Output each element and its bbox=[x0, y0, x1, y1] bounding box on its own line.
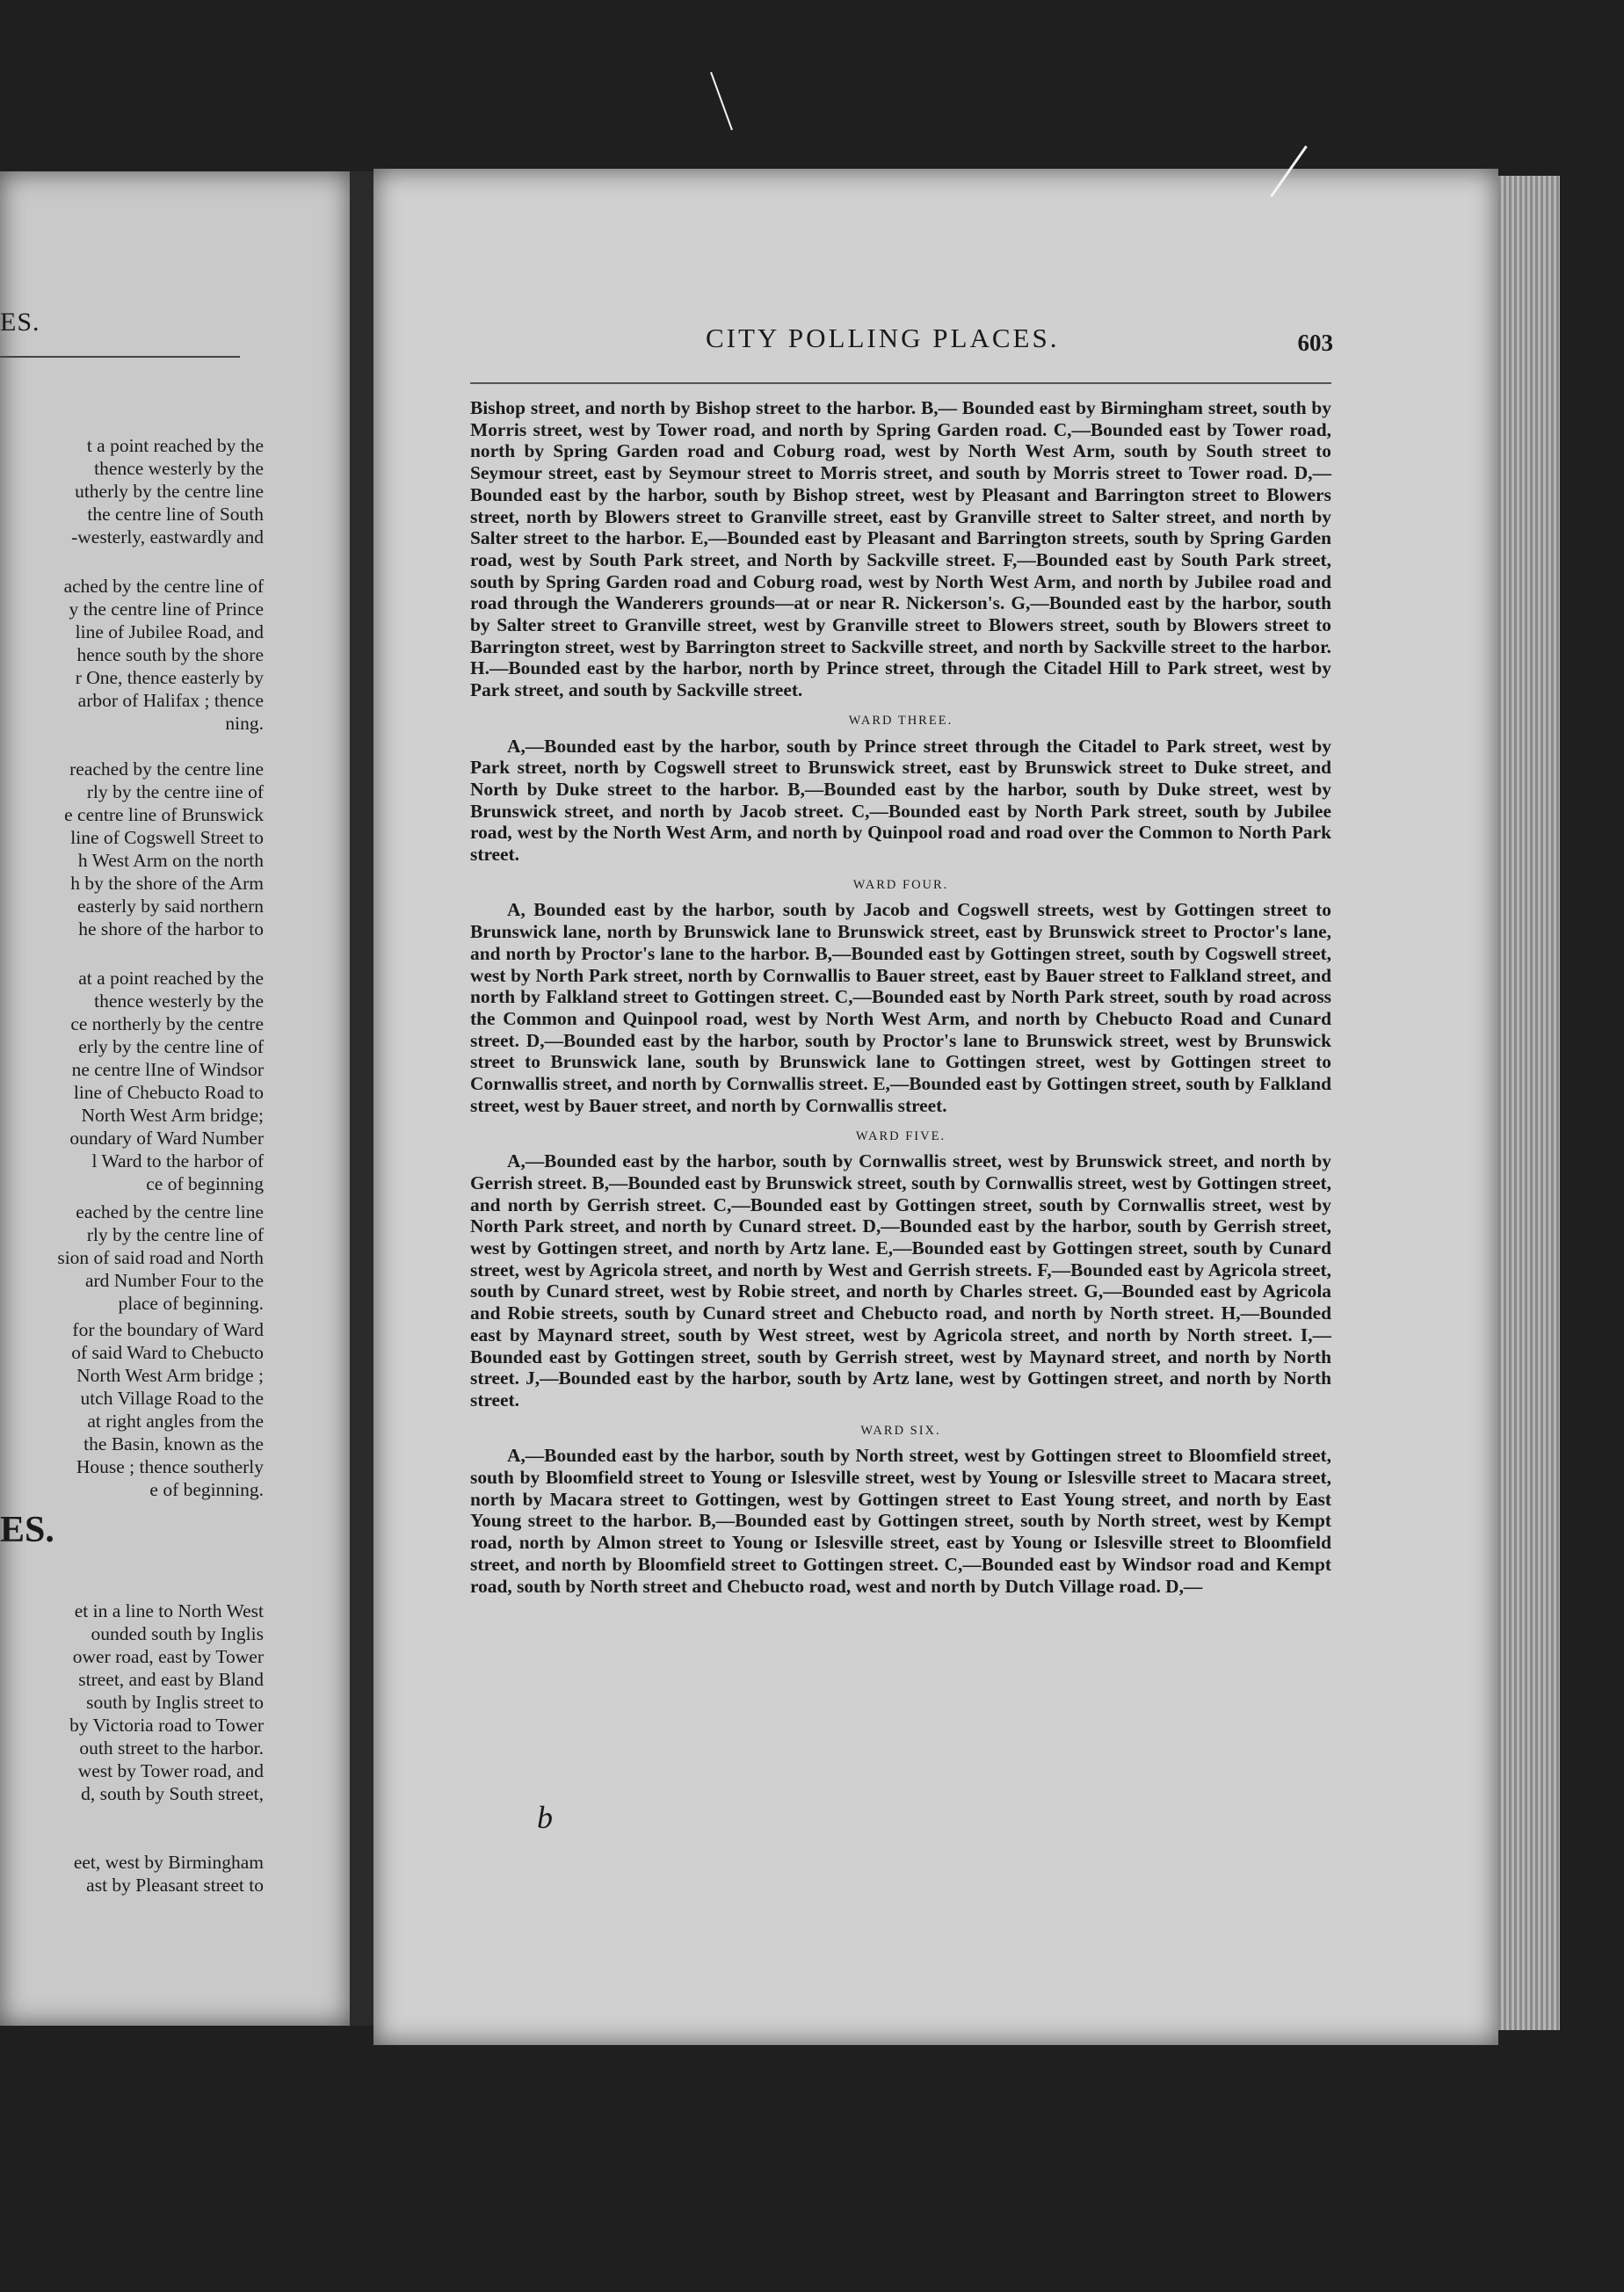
ward-heading: WARD FIVE. bbox=[855, 1128, 946, 1143]
left-text-line: sion of said road and North bbox=[57, 1247, 264, 1268]
left-text-line: by Victoria road to Tower bbox=[69, 1715, 264, 1736]
left-page bbox=[0, 171, 350, 2026]
left-text-line: e of beginning. bbox=[149, 1479, 264, 1500]
left-text-line: the Basin, known as the bbox=[83, 1433, 264, 1454]
left-text-line: thence westerly by the bbox=[94, 990, 264, 1012]
left-text-line: e centre line of Brunswick bbox=[64, 804, 264, 825]
ward-paragraph: A,—Bounded east by the harbor, south by Cornwallis street, west by Brunswick street, and north by Gerrish street. B,—Bounded east by Brunswick street, south by Cornwallis street, west by Gottingen street, and north by Gerrish street. C,—Bounded east by Gottingen street, south by Cornwallis street, west by North Park street, and north by Cunard street. D,—Bounded east by the harbor, south by Gerrish street, west by Gottingen street, and north by Artz lane. E,—Bounded east by Gottingen street, south by Cunard street, west by Agricola street, and north by West and Gerrish streets. F,—Bounded east by Agricola street, south by Cunard street, west by Robie street, and north by Charles street. G,—Bounded east by Agricola and Robie streets, south by Cunard street and Chebucto road, and north by North street. H,—Bounded east by Maynard street, south by West street, west by Agricola street, and north by North street. I,—Bounded east by Gottingen street, south by Gerrish street, west by Maynard street, and north by North street. J,—Bounded east by the harbor, south by Artz lane, west by Gottingen street, and north by North street. bbox=[470, 1150, 1331, 1411]
left-text-line: arbor of Halifax ; thence bbox=[77, 690, 264, 711]
ward-paragraph: A,—Bounded east by the harbor, south by North street, west by Gottingen street to Bloomfield street, south by Bloomfield street to Young or Islesville street, west by Young or Islesville street to Macara street, north by Macara street to Gottingen, west by Gottingen street to East Young street, and north by East Young street to the harbor. B,—Bounded east by Gottingen street, south by North street, west by Kempt road, north by Almon street to Young or Islesville street, east by Young or Islesville street to Bloomfield street, and north by Bloomfield street to Gottingen street. C,—Bounded east by Windsor road and Kempt road, south by North street and Chebucto road, west and north by Dutch Village road. D,— bbox=[470, 1445, 1331, 1597]
page-number: 603 bbox=[1297, 330, 1333, 356]
left-text-line: eached by the centre line bbox=[76, 1201, 264, 1222]
left-text-line: ounded south by Inglis bbox=[91, 1623, 264, 1644]
ward-heading: WARD FOUR. bbox=[852, 877, 949, 892]
left-text-line: d, south by South street, bbox=[81, 1783, 264, 1804]
running-title: CITY POLLING PLACES. bbox=[706, 323, 1060, 353]
left-text-line: south by Inglis street to bbox=[86, 1692, 264, 1713]
left-text-line: eet, west by Birmingham bbox=[73, 1852, 264, 1873]
signature-mark: b bbox=[537, 1800, 553, 1835]
left-page-text bbox=[0, 171, 350, 2026]
left-text-line: easterly by said northern bbox=[77, 896, 264, 917]
left-text-line: of said Ward to Chebucto bbox=[71, 1342, 264, 1363]
left-text-line: the centre line of South bbox=[87, 504, 264, 525]
left-text-line: for the boundary of Ward bbox=[72, 1319, 264, 1340]
left-text-line: ce northerly by the centre bbox=[70, 1013, 264, 1034]
left-text-line: h West Arm on the north bbox=[77, 850, 264, 871]
left-text-line: ce of beginning bbox=[146, 1173, 264, 1194]
right-page bbox=[373, 169, 1498, 2045]
left-text-line: oundary of Ward Number bbox=[69, 1128, 264, 1149]
left-text-line: -westerly, eastwardly and bbox=[71, 526, 264, 548]
left-text-line: street, and east by Bland bbox=[78, 1669, 264, 1690]
left-text-line: House ; thence southerly bbox=[76, 1456, 264, 1477]
left-text-line: line of Chebucto Road to bbox=[73, 1082, 264, 1103]
left-text-line: rly by the centre iine of bbox=[86, 781, 264, 802]
left-text-line: erly by the centre line of bbox=[78, 1036, 264, 1057]
left-text-line: North West Arm bridge ; bbox=[76, 1365, 264, 1386]
left-text-line: utch Village Road to the bbox=[80, 1388, 264, 1409]
left-text-line: reached by the centre line bbox=[69, 758, 264, 780]
left-text-line: ower road, east by Tower bbox=[72, 1646, 264, 1667]
left-text-line: rly by the centre line of bbox=[86, 1224, 264, 1245]
ward-heading: WARD THREE. bbox=[848, 713, 953, 728]
left-text-line: ard Number Four to the bbox=[84, 1270, 264, 1291]
left-text-line: place of beginning. bbox=[118, 1293, 264, 1314]
book-spine bbox=[350, 171, 373, 2026]
left-text-line: at a point reached by the bbox=[78, 968, 264, 989]
left-text-line: et in a line to North West bbox=[74, 1600, 264, 1621]
header-rule bbox=[470, 382, 1331, 384]
left-text-line: ne centre lIne of Windsor bbox=[71, 1059, 264, 1080]
running-head bbox=[470, 323, 1331, 358]
left-text-line: west by Tower road, and bbox=[77, 1760, 264, 1781]
ward-paragraph: A, Bounded east by the harbor, south by Jacob and Cogswell streets, west by Gottingen street to Brunswick lane, north by Brunswick lane to Brunswick street, east by Brunswick street to Proctor's lane, and north by Proctor's lane to the harbor. B,—Bounded east by Gottingen street, south by Cogswell street, west by North Park street, north by Cornwallis to Bauer street, east by Bauer street to Falkland street, and north by Falkland street to Gottingen street. C,—Bounded east by North Park street, south by road across the Common and Quinpool road, west by North West Arm, and north by Chebucto Road and Cunard street. D,—Bounded east by the harbor, south by Proctor's lane to Brunswick street, west by Brunswick street to Brunswick lane, south by Brunswick lane to Gottingen street, west by Gottingen street to Cornwallis street, and north by Cornwallis street. E,—Bounded east by Gottingen street, south by Falkland street, west by Bauer street, and north by Cornwallis street. bbox=[470, 899, 1331, 1116]
left-text-line: ast by Pleasant street to bbox=[86, 1875, 264, 1896]
left-text-line: l Ward to the harbor of bbox=[91, 1150, 264, 1171]
page-body bbox=[470, 397, 1331, 1597]
left-text-line: r One, thence easterly by bbox=[75, 667, 264, 688]
left-text-line: he shore of the harbor to bbox=[78, 918, 264, 939]
left-text-line: h by the shore of the Arm bbox=[70, 873, 264, 894]
left-text-line: at right angles from the bbox=[87, 1411, 264, 1432]
left-text-line: t a point reached by the bbox=[86, 435, 264, 456]
left-text-line: hence south by the shore bbox=[76, 644, 264, 665]
left-text-line: outh street to the harbor. bbox=[79, 1737, 264, 1759]
left-bold-heading-fragment: ES. bbox=[0, 1510, 54, 1550]
page-edges bbox=[1498, 176, 1560, 2030]
ward-heading: WARD SIX. bbox=[860, 1423, 941, 1438]
left-header-fragment: ES. bbox=[0, 308, 40, 337]
ward-paragraph: A,—Bounded east by the harbor, south by Prince street through the Citadel to Park street, west by Park street, north by Cogswell street to Brunswick street, east by Brunswick street to Duke street, and North by Duke street to the harbor. B,—Bounded east by the harbor, south by Duke street, west by Brunswick street, and north by Jacob street. C,—Bounded east by North Park street, south by Jubilee road, west by the North West Arm, and north by Quinpool road and road over the Common to North Park street. bbox=[470, 735, 1331, 866]
left-text-line: line of Jubilee Road, and bbox=[75, 621, 264, 642]
left-text-line: y the centre line of Prince bbox=[69, 598, 264, 620]
scratch-mark bbox=[710, 72, 733, 130]
left-text-line: ached by the centre line of bbox=[63, 576, 264, 597]
intro-paragraph: Bishop street, and north by Bishop street to the harbor. B,— Bounded east by Birmingham street, south by Morris street, west by Tower road, and north by Spring Garden road. C,—Bounded east by Tower road, north by Spring Garden road and Coburg road, west by North West Arm, south by South street to Seymour street, east by Seymour street to Morris street, and south by Morris street to Tower road. D,—Bounded east by the harbor, south by Bishop street, west by Pleasant and Barrington street to Blowers street, north by Blowers street to Granville street, east by Granville street to Salter street, and north by Salter street to the harbor. E,—Bounded east by Pleasant and Barrington streets, south by Spring Garden road, west by South Park street, and North by Sackville street. F,—Bounded east by South Park street, south by Spring Garden road and Coburg road, west by North West Arm, and north by Jubilee road and road through the Wanderers grounds—at or near R. Nickerson's. G,—Bounded east by the harbor, south by Salter street to Granville street, west by Granville street to Blowers street, south by Blowers street to Barrington street, west by Barrington street to Sackville street, and north by Sackville street to the harbor. H.—Bounded east by the harbor, north by Prince street, through the Citadel Hill to Park street, west by Park street, and south by Sackville street. bbox=[470, 397, 1331, 701]
left-text-line: thence westerly by the bbox=[94, 458, 264, 479]
left-text-line: North West Arm bridge; bbox=[81, 1105, 264, 1126]
left-text-line: line of Cogswell Street to bbox=[70, 827, 264, 848]
left-text-line: ning. bbox=[225, 713, 264, 734]
left-text-line: utherly by the centre line bbox=[75, 481, 264, 502]
